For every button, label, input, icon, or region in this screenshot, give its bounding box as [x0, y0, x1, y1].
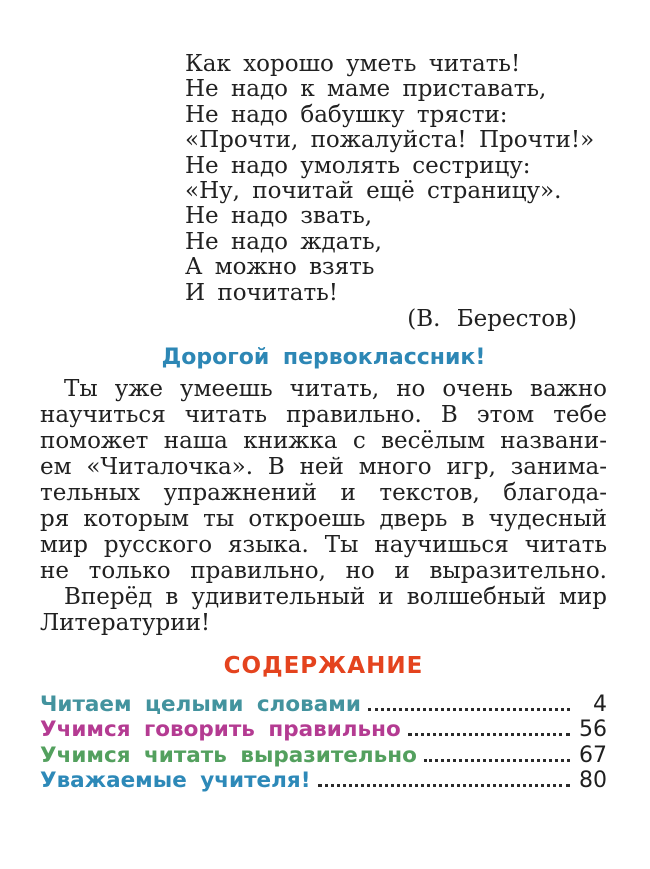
intro-paragraph-2 [40, 584, 607, 636]
toc-entry [40, 742, 607, 768]
table-of-contents [40, 653, 607, 793]
paragraph-line: Литературии! [40, 610, 211, 637]
toc-entry-label: Уважаемые учителя! [40, 768, 311, 794]
poem-line: «Прочти, пожалуйста! Прочти!» [185, 127, 595, 154]
paragraph-line: не только правильно, но и выразительно. [40, 558, 607, 585]
paragraph-line: ем «Читалочка». В ней много игр, занима- [40, 454, 607, 481]
poem-line: Не надо умолять сестрицу: [185, 152, 531, 179]
poem-line: Не надо бабушку трясти: [185, 101, 508, 128]
greeting-heading: Дорогой первоклассник! [161, 345, 486, 371]
dot-leader [318, 784, 571, 787]
dot-leader [408, 733, 570, 736]
toc-entry-label: Читаем целыми словами [40, 691, 361, 717]
poem-author: (В. Берестов) [407, 306, 577, 333]
poem-line: Не надо звать, [185, 203, 373, 230]
toc-entry [40, 768, 607, 794]
toc-entry-page-number: 4 [593, 691, 607, 717]
paragraph-line: мир русского языка. Ты научишься читать [40, 532, 607, 559]
paragraph-line: тельных упражнений и текстов, благода- [40, 480, 607, 507]
toc-entry-page-number: 80 [579, 768, 607, 794]
poem-lines [185, 52, 607, 306]
dot-leader [368, 708, 570, 711]
intro-paragraph-1 [40, 376, 607, 584]
toc-entry-label: Учимся говорить правильно [40, 717, 401, 743]
toc-entry [40, 691, 607, 717]
toc-entry-page-number: 56 [579, 717, 607, 743]
paragraph-line: Ты уже умеешь читать, но очень важно [64, 376, 607, 403]
dot-leader [424, 759, 570, 762]
paragraph-line: научиться читать правильно. В этом тебе [40, 402, 607, 429]
toc-entry-page-number: 67 [579, 742, 607, 768]
toc-entry-label: Учимся читать выразительно [40, 742, 417, 768]
poem-line: Не надо к маме приставать, [185, 76, 547, 103]
paragraph-line: ря которым ты откроешь дверь в чудесный [40, 506, 607, 533]
poem-line: И почитать! [185, 279, 339, 306]
poem-line: Как хорошо уметь читать! [185, 51, 521, 77]
poem-line: «Ну, почитай ещё страницу». [185, 178, 562, 205]
poem [185, 52, 607, 332]
paragraph-line: поможет наша книжка с весёлым названи- [40, 428, 607, 455]
contents-entries [40, 691, 607, 793]
poem-line: А можно взять [185, 254, 375, 281]
poem-line: Не надо ждать, [185, 228, 382, 255]
toc-entry [40, 717, 607, 743]
contents-title: СОДЕРЖАНИЕ [223, 653, 424, 680]
paragraph-line: Вперёд в удивительный и волшебный мир [64, 584, 607, 611]
